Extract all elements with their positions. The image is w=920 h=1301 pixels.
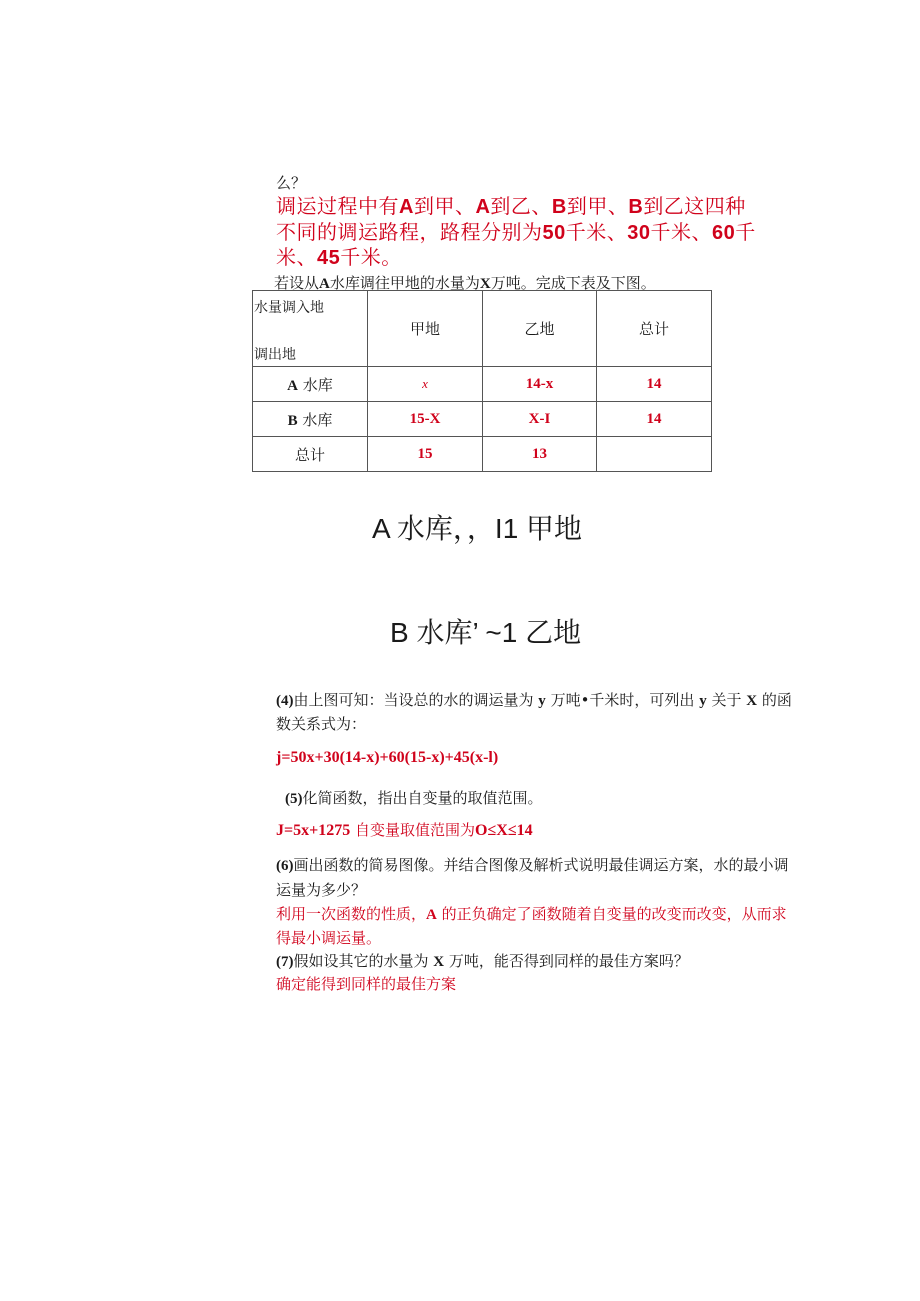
table-row [253,437,712,472]
allocation-table [252,290,712,472]
row-label: B 水库 [253,402,368,437]
question-4-line-1: (4)由上图可知：当设总的水的调运量为 y 万吨•千米时，可列出 y 关于 X 的函 [276,691,792,709]
diagram-line-1: A 水库，，I1 甲地 [372,513,583,544]
answer-6-line-2: 得最小调运量。 [276,929,382,947]
table-row [253,367,712,402]
row-label: 总计 [253,437,368,472]
table-cell: 15-X [368,402,483,437]
row-label: A 水库 [253,367,368,402]
column-header: 乙地 [483,291,597,367]
table-row [253,402,712,437]
answer-5: J=5x+1275 自变量取值范围为O≤X≤14 [276,821,533,839]
table-cell: X-I [483,402,597,437]
question-7: (7)假如设其它的水量为 X 万吨，能否得到同样的最佳方案吗？ [276,952,689,970]
top-line: 么？ [276,174,307,192]
answer-6-line-1: 利用一次函数的性质，A 的正负确定了函数随着自变量的改变而改变，从而求 [276,905,787,923]
table-cell: 14-x [483,367,597,402]
table-cell: 15 [368,437,483,472]
red-paragraph-line-2: 不同的调运路程，路程分别为50千米、30千米、60千 [276,220,756,244]
table-cell: 14 [597,367,712,402]
table-cell: 13 [483,437,597,472]
answer-4-formula: j=50x+30(14-x)+60(15-x)+45(x-l) [276,749,499,766]
diagram-line-2: B 水库’ ~1 乙地 [390,617,582,648]
corner-bottom-label: 调出地 [254,347,296,363]
table-corner-cell [253,291,368,367]
table-cell [597,437,712,472]
question-6-line-1: (6)画出函数的简易图像。并结合图像及解析式说明最佳调运方案，水的最小调 [276,856,789,874]
intro-text: 若设从A水库调往甲地的水量为X万吨。完成下表及下图。 [274,274,656,292]
corner-top-label: 水量调入地 [254,300,324,316]
red-paragraph-line-3: 米、45千米。 [276,245,402,269]
question-5: (5)化简函数，指出自变量的取值范围。 [285,789,543,807]
column-header: 甲地 [368,291,483,367]
answer-7: 确定能得到同样的最佳方案 [276,975,457,993]
red-paragraph-line-1: 调运过程中有A到甲、A到乙、B到甲、B到乙这四种 [276,194,746,218]
question-4-line-2: 数关系式为： [276,715,367,733]
question-6-line-2: 运量为多少？ [276,881,367,899]
table-cell: x [368,367,483,402]
column-header: 总计 [597,291,712,367]
table-cell: 14 [597,402,712,437]
